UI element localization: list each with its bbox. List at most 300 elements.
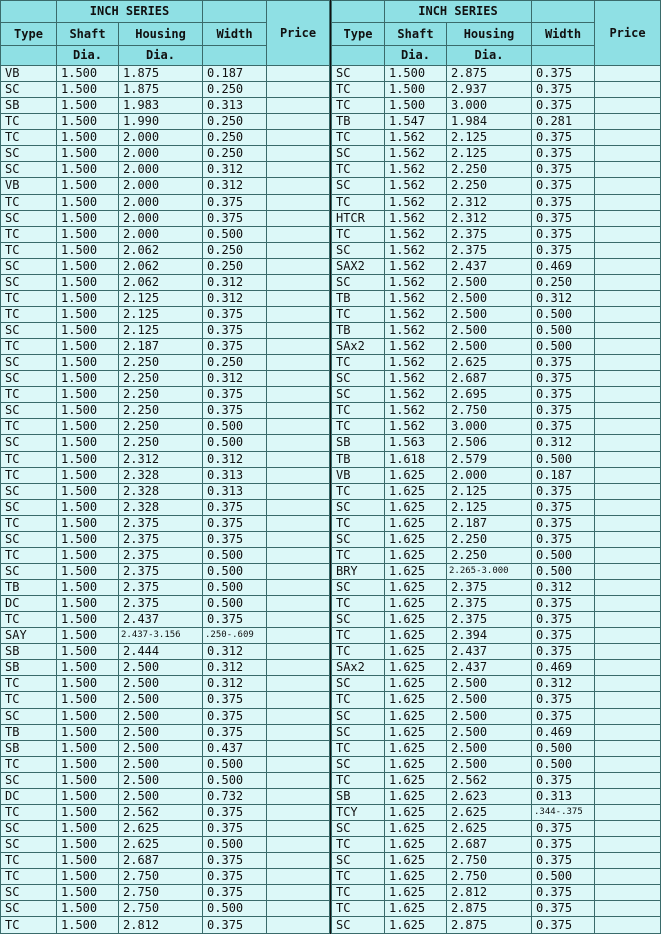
shaft-dia-cell: 1.562	[384, 323, 446, 339]
shaft-dia-cell: 1.500	[57, 146, 119, 162]
price-cell	[267, 114, 330, 130]
type-cell: TC	[1, 387, 57, 403]
price-cell	[595, 323, 661, 339]
price-cell	[595, 596, 661, 612]
table-row	[331, 258, 660, 274]
type-cell: SC	[331, 853, 384, 869]
width-cell: 0.500	[532, 740, 595, 756]
shaft-dia-cell: 1.500	[57, 563, 119, 579]
table-row	[1, 917, 330, 934]
housing-dia-cell: 2.375	[119, 547, 203, 563]
shaft-subheader: Dia.	[57, 46, 119, 66]
table-row	[331, 515, 660, 531]
housing-dia-cell: 2.250	[446, 547, 531, 563]
price-cell	[595, 274, 661, 290]
shaft-dia-cell: 1.625	[384, 628, 446, 644]
shaft-dia-cell: 1.625	[384, 660, 446, 676]
housing-dia-cell: 2.375	[446, 580, 531, 596]
width-cell: 0.312	[532, 290, 595, 306]
table-row	[331, 130, 660, 146]
width-cell: 0.500	[532, 869, 595, 885]
width-cell: 0.375	[532, 708, 595, 724]
type-cell: SC	[331, 387, 384, 403]
shaft-dia-cell: 1.625	[384, 515, 446, 531]
price-cell	[267, 596, 330, 612]
price-cell	[595, 258, 661, 274]
shaft-dia-cell: 1.625	[384, 756, 446, 772]
width-cell: 0.375	[532, 210, 595, 226]
price-cell	[595, 242, 661, 258]
shaft-dia-cell: 1.500	[57, 467, 119, 483]
shaft-dia-cell: 1.500	[57, 210, 119, 226]
price-cell	[595, 194, 661, 210]
type-cell: TC	[331, 162, 384, 178]
table-row	[1, 339, 330, 355]
width-cell: 0.500	[203, 226, 267, 242]
type-cell: SC	[1, 483, 57, 499]
series-title: INCH SERIES	[57, 1, 203, 23]
price-cell	[267, 274, 330, 290]
type-cell: SC	[331, 708, 384, 724]
type-cell: SC	[331, 66, 384, 82]
shaft-dia-cell: 1.500	[57, 355, 119, 371]
housing-dia-cell: 2.500	[446, 676, 531, 692]
right-parts-table	[331, 0, 661, 934]
shaft-dia-cell: 1.625	[384, 644, 446, 660]
shaft-dia-cell: 1.500	[57, 853, 119, 869]
width-cell: 0.312	[203, 660, 267, 676]
table-row	[1, 660, 330, 676]
shaft-dia-cell: 1.500	[57, 515, 119, 531]
housing-dia-cell: 2.062	[119, 258, 203, 274]
type-cell: TB	[331, 290, 384, 306]
type-cell: TC	[1, 692, 57, 708]
width-cell: 0.500	[203, 419, 267, 435]
table-row	[1, 820, 330, 836]
table-row	[1, 772, 330, 788]
price-cell	[595, 756, 661, 772]
width-header: Width	[203, 23, 267, 46]
table-row	[331, 323, 660, 339]
price-cell	[267, 804, 330, 820]
width-cell: 0.375	[532, 419, 595, 435]
housing-dia-cell: 2.506	[446, 435, 531, 451]
table-row	[1, 290, 330, 306]
width-cell: 0.375	[532, 387, 595, 403]
width-cell: 0.500	[203, 772, 267, 788]
width-cell: 0.375	[532, 162, 595, 178]
housing-dia-cell: 2.250	[446, 531, 531, 547]
table-row	[331, 708, 660, 724]
price-cell	[595, 580, 661, 596]
type-cell: TC	[1, 853, 57, 869]
width-cell: 0.375	[532, 371, 595, 387]
table-row	[331, 162, 660, 178]
housing-dia-cell: 2.125	[446, 146, 531, 162]
width-cell: 0.250	[203, 258, 267, 274]
width-cell: 0.375	[203, 820, 267, 836]
housing-dia-cell: 2.312	[119, 451, 203, 467]
type-cell: TB	[331, 323, 384, 339]
table-row	[1, 146, 330, 162]
type-cell: TC	[331, 226, 384, 242]
width-cell: 0.375	[532, 355, 595, 371]
price-cell	[267, 869, 330, 885]
shaft-dia-cell: 1.562	[384, 290, 446, 306]
table-row	[331, 499, 660, 515]
shaft-dia-cell: 1.500	[57, 772, 119, 788]
housing-dia-cell: 2.250	[119, 403, 203, 419]
table-row	[1, 740, 330, 756]
width-cell: 0.375	[532, 146, 595, 162]
price-cell	[267, 853, 330, 869]
type-cell: SC	[1, 258, 57, 274]
table-row	[331, 210, 660, 226]
shaft-dia-cell: 1.500	[384, 82, 446, 98]
price-header: Price	[595, 1, 661, 66]
width-cell: 0.375	[532, 178, 595, 194]
housing-dia-cell: 2.625	[119, 820, 203, 836]
width-cell: 0.312	[203, 274, 267, 290]
width-cell: 0.375	[532, 98, 595, 114]
housing-dia-cell: 2.750	[446, 853, 531, 869]
price-cell	[267, 258, 330, 274]
price-cell	[595, 66, 661, 82]
housing-dia-cell: 2.444	[119, 644, 203, 660]
table-row	[1, 869, 330, 885]
width-cell: 0.437	[203, 740, 267, 756]
width-cell: 0.375	[203, 692, 267, 708]
type-cell: TC	[331, 419, 384, 435]
width-cell: 0.375	[203, 403, 267, 419]
price-cell	[267, 644, 330, 660]
width-header: Width	[532, 23, 595, 46]
type-cell: TC	[1, 917, 57, 934]
width-cell: 0.375	[203, 499, 267, 515]
housing-dia-cell: 2.812	[119, 917, 203, 934]
shaft-dia-cell: 1.562	[384, 403, 446, 419]
table-row	[331, 917, 660, 934]
header-blank	[1, 1, 57, 23]
shaft-dia-cell: 1.625	[384, 467, 446, 483]
price-cell	[595, 98, 661, 114]
housing-dia-cell: 2.625	[446, 804, 531, 820]
width-cell: 0.500	[203, 596, 267, 612]
width-cell: 0.250	[203, 114, 267, 130]
housing-dia-cell: 2.750	[446, 869, 531, 885]
price-cell	[595, 419, 661, 435]
type-cell: TC	[331, 355, 384, 371]
width-cell: 0.375	[203, 885, 267, 901]
table-row	[1, 98, 330, 114]
price-cell	[267, 547, 330, 563]
type-cell: TC	[331, 869, 384, 885]
shaft-dia-cell: 1.625	[384, 901, 446, 917]
price-cell	[267, 531, 330, 547]
type-cell: SC	[331, 371, 384, 387]
width-cell: 0.375	[203, 612, 267, 628]
table-row	[1, 258, 330, 274]
width-cell: 0.312	[203, 178, 267, 194]
price-cell	[595, 804, 661, 820]
type-cell: TC	[331, 885, 384, 901]
table-row	[331, 756, 660, 772]
housing-dia-cell: 2.000	[119, 146, 203, 162]
type-cell: VB	[1, 66, 57, 82]
width-cell: 0.375	[532, 612, 595, 628]
type-cell: SB	[1, 644, 57, 660]
width-cell: 0.500	[532, 323, 595, 339]
price-cell	[267, 885, 330, 901]
width-cell: 0.250	[203, 146, 267, 162]
width-cell: 0.375	[532, 837, 595, 853]
shaft-subheader: Dia.	[384, 46, 446, 66]
housing-dia-cell: 2.250	[446, 178, 531, 194]
type-cell: TC	[1, 130, 57, 146]
price-cell	[267, 563, 330, 579]
price-cell	[267, 499, 330, 515]
price-cell	[267, 339, 330, 355]
width-cell: 0.250	[203, 242, 267, 258]
price-cell	[595, 290, 661, 306]
shaft-dia-cell: 1.500	[57, 628, 119, 644]
table-row	[331, 483, 660, 499]
table-row	[1, 226, 330, 242]
table-row	[331, 740, 660, 756]
table-row	[1, 837, 330, 853]
table-row	[331, 869, 660, 885]
table-row	[1, 130, 330, 146]
shaft-dia-cell: 1.500	[57, 274, 119, 290]
type-cell: TC	[331, 901, 384, 917]
housing-dia-cell: 2.250	[119, 419, 203, 435]
type-cell: SC	[331, 756, 384, 772]
shaft-dia-cell: 1.625	[384, 531, 446, 547]
type-cell: SB	[331, 788, 384, 804]
table-row	[331, 885, 660, 901]
housing-dia-cell: 2.062	[119, 242, 203, 258]
width-cell: 0.375	[532, 483, 595, 499]
width-cell: 0.375	[203, 306, 267, 322]
type-cell: TC	[1, 756, 57, 772]
table-row	[1, 451, 330, 467]
table-row	[1, 435, 330, 451]
housing-dia-cell: 2.375	[446, 612, 531, 628]
width-cell: 0.313	[203, 98, 267, 114]
type-cell: SC	[1, 708, 57, 724]
table-row	[331, 804, 660, 820]
type-header: Type	[1, 23, 57, 46]
housing-dia-cell: 2.394	[446, 628, 531, 644]
width-cell: 0.250	[203, 130, 267, 146]
type-cell: TC	[331, 740, 384, 756]
type-cell: SB	[1, 98, 57, 114]
width-cell: .250-.609	[203, 628, 267, 644]
price-cell	[595, 339, 661, 355]
housing-dia-cell: 1.984	[446, 114, 531, 130]
housing-subheader: Dia.	[446, 46, 531, 66]
table-row	[1, 387, 330, 403]
shaft-dia-cell: 1.625	[384, 596, 446, 612]
shaft-dia-cell: 1.500	[57, 258, 119, 274]
width-cell: 0.375	[203, 515, 267, 531]
header-blank	[1, 46, 57, 66]
housing-dia-cell: 2.437	[119, 612, 203, 628]
price-cell	[267, 290, 330, 306]
width-cell: 0.187	[203, 66, 267, 82]
type-cell: SC	[331, 724, 384, 740]
type-cell: TC	[1, 114, 57, 130]
width-cell: 0.375	[532, 82, 595, 98]
price-cell	[267, 387, 330, 403]
table-row	[1, 66, 330, 82]
price-cell	[267, 724, 330, 740]
type-cell: SC	[1, 355, 57, 371]
width-cell: 0.312	[532, 676, 595, 692]
price-cell	[595, 82, 661, 98]
housing-dia-cell: 1.990	[119, 114, 203, 130]
width-cell: 0.312	[532, 435, 595, 451]
type-cell: TC	[1, 226, 57, 242]
housing-dia-cell: 2.500	[119, 692, 203, 708]
shaft-dia-cell: 1.500	[57, 403, 119, 419]
shaft-header: Shaft	[57, 23, 119, 46]
price-cell	[595, 162, 661, 178]
shaft-dia-cell: 1.500	[57, 660, 119, 676]
shaft-dia-cell: 1.625	[384, 483, 446, 499]
price-cell	[595, 788, 661, 804]
table-row	[1, 547, 330, 563]
price-cell	[595, 146, 661, 162]
width-cell: 0.375	[203, 853, 267, 869]
type-header: Type	[331, 23, 384, 46]
price-cell	[267, 820, 330, 836]
price-cell	[595, 387, 661, 403]
table-row	[331, 788, 660, 804]
width-cell: 0.313	[203, 483, 267, 499]
type-cell: TB	[1, 724, 57, 740]
type-cell: HTCR	[331, 210, 384, 226]
table-row	[1, 323, 330, 339]
type-cell: TB	[331, 114, 384, 130]
type-cell: DC	[1, 788, 57, 804]
type-cell: SC	[331, 274, 384, 290]
type-cell: SC	[1, 901, 57, 917]
shaft-dia-cell: 1.500	[57, 901, 119, 917]
price-cell	[267, 901, 330, 917]
shaft-dia-cell: 1.618	[384, 451, 446, 467]
price-cell	[267, 837, 330, 853]
shaft-dia-cell: 1.625	[384, 499, 446, 515]
price-cell	[595, 515, 661, 531]
shaft-dia-cell: 1.563	[384, 435, 446, 451]
housing-dia-cell: 2.750	[446, 403, 531, 419]
type-cell: TC	[331, 306, 384, 322]
shaft-dia-cell: 1.625	[384, 772, 446, 788]
shaft-dia-cell: 1.500	[57, 451, 119, 467]
table-row	[1, 194, 330, 210]
width-cell: 0.500	[203, 563, 267, 579]
housing-dia-cell: 2.375	[119, 515, 203, 531]
shaft-dia-cell: 1.625	[384, 612, 446, 628]
shaft-dia-cell: 1.500	[57, 788, 119, 804]
width-cell: 0.732	[203, 788, 267, 804]
shaft-dia-cell: 1.562	[384, 387, 446, 403]
table-row	[331, 451, 660, 467]
type-cell: TC	[331, 82, 384, 98]
table-row	[1, 531, 330, 547]
shaft-dia-cell: 1.625	[384, 837, 446, 853]
price-cell	[595, 531, 661, 547]
shaft-dia-cell: 1.500	[57, 917, 119, 934]
housing-dia-cell: 2.250	[119, 435, 203, 451]
housing-dia-cell: 2.562	[119, 804, 203, 820]
width-cell: 0.312	[203, 676, 267, 692]
table-row	[1, 708, 330, 724]
housing-dia-cell: 2.812	[446, 885, 531, 901]
type-cell: SC	[1, 274, 57, 290]
type-cell: BRY	[331, 563, 384, 579]
table-row	[331, 547, 660, 563]
table-row	[1, 804, 330, 820]
type-cell: TC	[1, 306, 57, 322]
type-cell: TC	[1, 869, 57, 885]
price-cell	[267, 772, 330, 788]
housing-dia-cell: 2.328	[119, 499, 203, 515]
price-cell	[267, 403, 330, 419]
table-row	[331, 596, 660, 612]
table-row	[1, 724, 330, 740]
price-cell	[595, 483, 661, 499]
width-cell: 0.375	[532, 531, 595, 547]
type-cell: TCY	[331, 804, 384, 820]
table-row	[331, 355, 660, 371]
width-cell: 0.375	[203, 194, 267, 210]
housing-dia-cell: 2.500	[119, 708, 203, 724]
housing-dia-cell: 2.500	[446, 274, 531, 290]
housing-dia-cell: 3.000	[446, 419, 531, 435]
housing-dia-cell: 2.125	[119, 323, 203, 339]
housing-dia-cell: 2.500	[446, 724, 531, 740]
price-cell	[595, 917, 661, 934]
type-cell: SC	[1, 531, 57, 547]
width-cell: 0.375	[203, 804, 267, 820]
price-cell	[595, 612, 661, 628]
type-cell: SC	[331, 676, 384, 692]
shaft-dia-cell: 1.500	[57, 419, 119, 435]
type-cell: TC	[331, 403, 384, 419]
price-cell	[595, 853, 661, 869]
table-row	[331, 820, 660, 836]
width-cell: 0.375	[532, 242, 595, 258]
shaft-dia-cell: 1.625	[384, 580, 446, 596]
table-row	[331, 146, 660, 162]
type-cell: SC	[331, 580, 384, 596]
shaft-dia-cell: 1.500	[57, 837, 119, 853]
table-row	[1, 114, 330, 130]
type-cell: SC	[331, 820, 384, 836]
price-cell	[595, 130, 661, 146]
table-row	[331, 98, 660, 114]
shaft-dia-cell: 1.625	[384, 804, 446, 820]
shaft-header: Shaft	[384, 23, 446, 46]
shaft-dia-cell: 1.500	[57, 66, 119, 82]
table-row	[1, 580, 330, 596]
type-cell: TC	[331, 692, 384, 708]
width-cell: 0.500	[203, 547, 267, 563]
shaft-dia-cell: 1.625	[384, 724, 446, 740]
type-cell: SC	[1, 499, 57, 515]
